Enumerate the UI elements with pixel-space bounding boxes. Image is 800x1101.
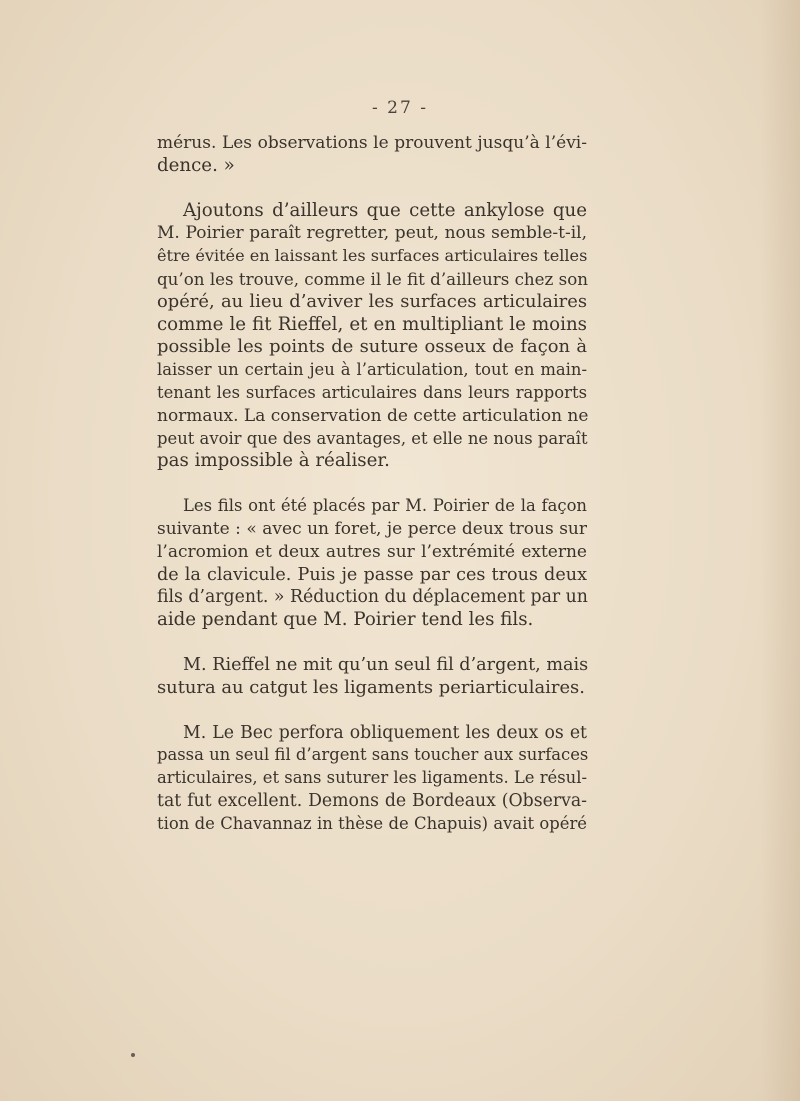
- text-line: tion de Chavannaz in thèse de Chapuis) avait opéré: [157, 813, 587, 833]
- text-line: sutura au catgut les ligaments periarticulaires.: [157, 676, 585, 698]
- text-line: être évitée en laissant les surfaces articulaires telles: [157, 246, 588, 266]
- text-line: de la clavicule. Puis je passe par ces trous deux: [157, 564, 587, 585]
- text-line: qu’on les trouve, comme il le fit d’ailleurs chez son: [157, 268, 588, 289]
- text-line: mérus. Les observations le prouvent jusqu’à l’évi-: [157, 133, 587, 153]
- text-line: tat fut excellent. Demons de Bordeaux (Observa-: [157, 790, 587, 811]
- paragraph-5: [157, 722, 587, 836]
- text-line: Ajoutons d’ailleurs que cette ankylose que: [183, 199, 587, 221]
- text-line: articulaires, et sans suturer les ligaments. Le résul-: [157, 768, 587, 788]
- text-line: comme le fit Rieffel, et en multipliant le moins: [157, 313, 587, 335]
- text-line: aide pendant que M. Poirier tend les fils.: [157, 609, 534, 631]
- text-line: Les fils ont été placés par M. Poirier de la façon: [183, 496, 587, 516]
- text-line: dence. »: [157, 154, 235, 176]
- paragraph-1: [157, 132, 587, 178]
- body-text: [157, 132, 587, 836]
- page-number: - 27 -: [372, 98, 428, 118]
- page-edge-shadow: [760, 0, 800, 1101]
- text-line: M. Le Bec perfora obliquement les deux os et: [183, 722, 587, 743]
- text-line: passa un seul fil d’argent sans toucher aux surfaces: [157, 745, 589, 765]
- text-line: suivante : « avec un foret, je perce deux trous sur: [157, 518, 587, 539]
- paragraph-3: [157, 495, 587, 632]
- text-line: fils d’argent. » Réduction du déplacement par un: [157, 587, 588, 608]
- text-line: normaux. La conservation de cette articulation ne: [157, 405, 589, 426]
- ink-spot: [131, 1053, 135, 1057]
- text-line: tenant les surfaces articulaires dans leurs rapports: [157, 382, 587, 402]
- text-line: laisser un certain jeu à l’articulation, tout en main-: [157, 360, 587, 380]
- text-line: M. Rieffel ne mit qu’un seul fil d’argent, mais: [183, 654, 589, 675]
- text-line: pas impossible à réaliser.: [157, 450, 390, 472]
- text-line: opéré, au lieu d’aviver les surfaces articulaires: [157, 290, 587, 312]
- text-line: M. Poirier paraît regretter, peut, nous semble-t-il,: [157, 223, 587, 244]
- text-line: possible les points de suture osseux de façon à: [157, 336, 587, 358]
- paragraph-4: [157, 654, 587, 700]
- text-line: peut avoir que des avantages, et elle ne nous paraît: [157, 428, 588, 448]
- text-line: l’acromion et deux autres sur l’extrémité externe: [157, 541, 587, 562]
- paragraph-2: [157, 200, 587, 474]
